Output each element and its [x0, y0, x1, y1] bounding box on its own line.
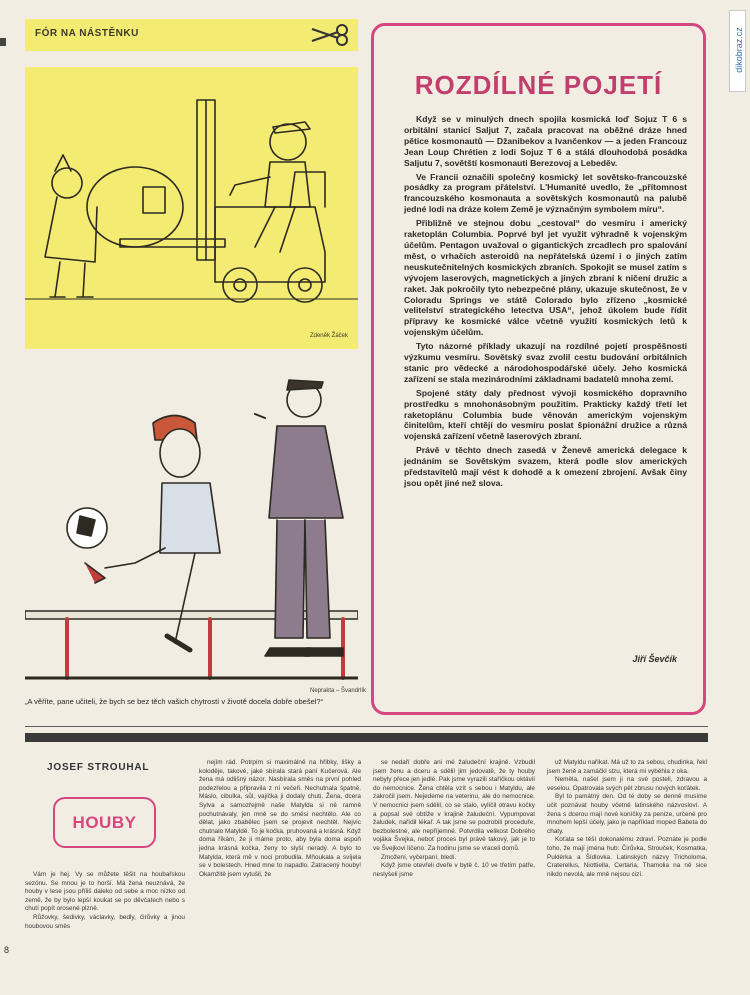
divider-line: [25, 726, 708, 727]
story-column-1: [25, 871, 185, 931]
article-paragraph: Když se v minulých dnech spojila kosmická loď Sojuz T 6 s orbitální stanicí Saljut 7, začala pracovat na oběžné dráze hned pětice kosmonautů — Džanibekov a Ivančenkov — a jeden Francouz Jean Loup Chrétien z lodi Sojuz T 6 a stálá dlouhodobá posádka Saljutu 7, sovětští kosmonauti Berezovoj a Lebeděv.: [404, 114, 687, 168]
binding-mark: [0, 38, 6, 46]
cartoon-credit: Zdeněk Žáček: [309, 333, 348, 339]
story-paragraph: Když jsme otevřeli dveře v bytě č. 10 ve třetím patře, neslyšeli jsme: [373, 862, 535, 878]
story-title: HOUBY: [72, 813, 137, 832]
scissors-icon: [308, 23, 352, 47]
article-body: [404, 114, 687, 492]
article-author: Jiří Ševčík: [632, 654, 677, 664]
article-paragraph: Tyto názorné příklady ukazují na rozdílné pojetí prospěšnosti výzkumu vesmíru. Sovětský svaz zvolil cestu budování orbitálních stanic pro vědecké a národohospodářské účely. Jeho kosmická zařízení se stala mezinárodními základnami badatelů mnoha zemí.: [404, 341, 687, 384]
story-paragraph: Koťata se těší dokonalému zdraví. Poznáte je podle toho, že mají jména hub: Čirůvka, Strouček, Kosmatka, Puklérka a Šídlovka. Latinských názvy Tricholoma, Craterellus, Niottiella, Certaria, Thamolia na ně sice nikdo nevolá, ale mně nejsou cizí.: [547, 836, 707, 878]
article-box: [371, 23, 706, 715]
section-strip: [25, 19, 358, 51]
article-title: ROZDÍLNÉ POJETÍ: [414, 70, 663, 100]
cartoon-forklift: [25, 67, 358, 349]
section-divider: [25, 733, 708, 742]
story-paragraph: Byl to památný den. Od té doby se denně musíme učit poznávat houby včetně latinského názvosloví. A žena s dcerou mají nové koníčky za peníze, určené pro mnohem lepší účely, jako je například moped Babeta do chaty.: [547, 793, 707, 835]
story-paragraph: Vám je hej. Vy se můžete těšit na houbařskou sezónu. Se mnou je to horší. Má žena neuznává, že houby v lese jsou příliš daleko od sebe a moc nízko od země, že by bylo lepší koukat se po děvčatech nebo s chutí popít orosené plzně.: [25, 871, 185, 913]
section-label: FÓR NA NÁSTĚNKU: [35, 28, 139, 39]
watermark-badge[interactable]: [729, 10, 746, 92]
football-teacher-illustration: [25, 378, 358, 688]
cartoon-caption: „A věříte, pane učiteli, že bych se bez těch vašich chytrostí v životě docela dobře obešel?“: [25, 697, 324, 706]
story-paragraph: se nedaří dobře ani mé žaludeční krajině. Vzbudil jsem ženu a dceru a sdělil jim jedovatě, že ty houby nebyly přece jen jedlé. Pak jsme vyrazili staříčkou oktávií do nemocnice. Žena chtěla vzít s sebou i Matyldu, ale zakročil jsem. Nejedeme na veterinu, ale do nemocnice. V nemocnici jsem sdělil, co se stalo, vylíčil otravu kočky a popsal své obtíže v krajině žaludeční. Vypumpovat žaludek, nařídil lékař. A tak jsme se podrobili proceduře, bezbolestné, ale nepříjemné. Potvrdila velikost Dobrého vojáka Švejka, neboť proces byl právě takový, jak je to ve Švejkovi líčeno. Za hodinu jsme se vraceli domů.: [373, 759, 535, 852]
watermark-text: dikobraz.cz: [734, 27, 744, 73]
story-column-4: [547, 759, 707, 879]
story-paragraph: Růžovky, šedivky, václavky, bedly, čirůvky a jinou houbovou směs: [25, 913, 185, 930]
article-paragraph: Spojené státy daly přednost vývoji kosmického dopravního prostředku s mnohonásobným použitím. Prakticky každý třetí let raketoplánu Columbia bude věnován americkým vojenským činitelům, kteří chtějí do vesmíru poslat špionážní družice a různá vojenská zařízení včetně laserových zbraní.: [404, 387, 687, 442]
story-column-3: [373, 759, 535, 879]
forklift-illustration: [25, 67, 358, 349]
story-column-2: [199, 759, 361, 879]
cartoon-credit: Neprakta – Švandrlík: [310, 688, 367, 694]
story-title-box: [53, 797, 156, 848]
story-paragraph: Neměla, našel jsem ji na své posteli, zdravou a veselou. Opatrovala svých pět zbrusu nových koťátek.: [547, 776, 707, 792]
article-paragraph: Ve Francii označili společný kosmický let sovětsko-francouzské posádky za program přátelství. L'Humanité uvedlo, že „přítomnost francouzského kosmonauta a sovětských kosmonautů na palubě jedné lodi na dráze kolem Země je význačným symbolem míru“.: [404, 171, 687, 215]
story-paragraph: už Matyldu naříkat. Má už to za sebou, chudinka, řekl jsem ženě a zamáčkl slzu, která mi vyběhla z oka.: [547, 759, 707, 775]
article-paragraph: Právě v těchto dnech zasedá v Ženevě americká delegace k jednáním se Sovětským svazem, která podle slov amerických představitelů mají vést k dohodě a k omezení zbrojení. Avšak činy jsou opět jiné než slova.: [404, 445, 687, 488]
page-number: 8: [4, 945, 10, 955]
story-paragraph: Zmožení, vyčerpaní, bledí.: [381, 853, 457, 861]
story-paragraph: nejím rád. Potrpím si maximálně na hřibky, lišky a koloděje, takové, jaké sbírala stará paní Kučerová. Ale žena má odlišný názor. Nasbírala směs na první pohled podezřelou a připravila z ní večeři. Nechutnala špatně. Máslo, cibulka, sůl, vajíčka ji dodaly chuti. Žena, dcera Sylva a samozřejmě naše Matylda si ně ramně pochutnávaly, jen mně se do směsi nechtělo. Ale co dělat, jako zbabělec jsem se projevit nechtěl. Nejvíc chutnalo Matyldě. To je kočka, pruhovaná a krásná. Když doma říkám, že ji máme proto, aby byla doma aspoň jedna krásná kočka, ženy to slyší neradý. A bylo to Matylda, která mě v noci probudila. Mňoukala a svíjela se v bolestech. Hned mne to napadlo. Zatracený houby! Okamžitě jsem vytušil, že: [199, 759, 361, 878]
story-author: JOSEF STROUHAL: [47, 762, 150, 773]
cartoon-football: [25, 378, 358, 688]
article-paragraph: Přibližně ve stejnou dobu „cestoval“ do vesmíru i americký raketoplán Columbia. Poprvé byl jet využit výhradně k vojenským účelům. Pentagon uvažoval o gigantických zrcadlech pro spalování měst, o vrhačích asteroidů na nepřátelská území i o jiných zatím neuskutečnitelných kosmických zbraních. Spokojit se musel zatím s vývojem laserových, magnetických a jiných zbraní k ničení družic a raket. Jak pokročily tyto nebezpečné plány, ukazuje skutečnost, že v Coloradu Springs ve státě Colorado bylo zřízeno „kosmické velitelství strategického letectva USA“, jehož úkolem bude řídit přípravy ke kosmické válce včetně využití kosmických letů k vojenským účelům.: [404, 218, 687, 338]
